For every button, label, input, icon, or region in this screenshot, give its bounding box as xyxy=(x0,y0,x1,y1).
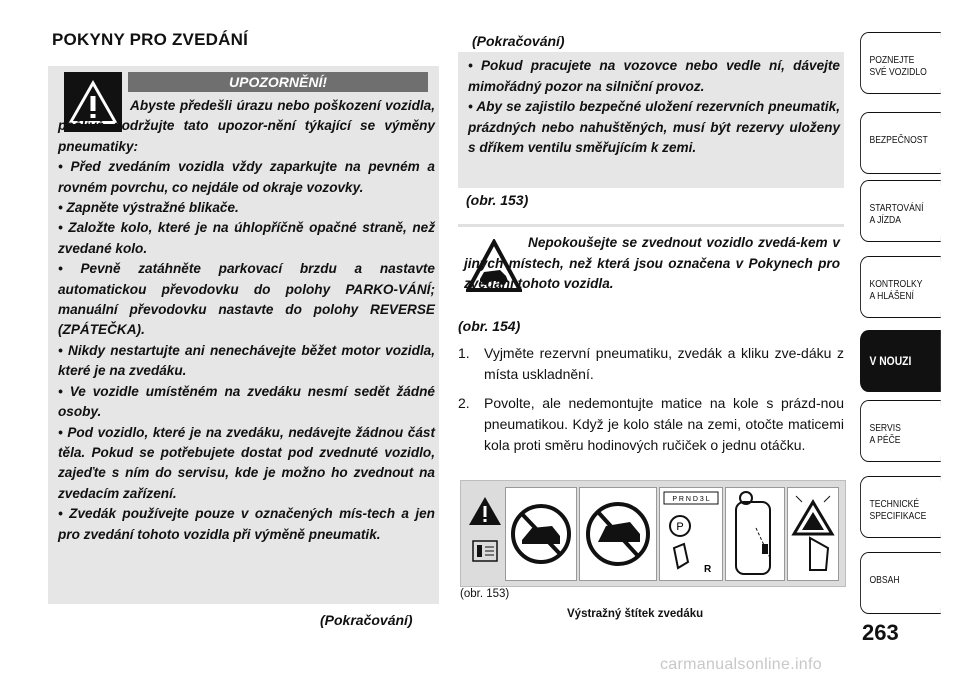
warning-bullet: • Zvedák používejte pouze v označených mís-tech a jen pro zvedání tohoto vozidla při výměně pneumatik. xyxy=(58,506,435,542)
svg-text:P: P xyxy=(676,521,684,533)
tab-bezpecnost[interactable]: BEZPEČNOST xyxy=(860,112,941,174)
warning-intro: Abyste předešli úrazu nebo poškození vozidla, pečlivě dodržujte tato upozor-nění týkající se výměny pneumatiky: xyxy=(58,98,435,154)
warning-bullet: • Před zvedáním vozidla vždy zaparkujte na pevném a rovném povrchu, co nejdále od okraje vozovky. xyxy=(58,159,435,195)
warning-box-continued xyxy=(458,52,844,188)
list-item xyxy=(458,343,844,385)
label-panel-jack-points xyxy=(725,487,785,581)
warning-text xyxy=(58,96,435,545)
label-panel-no-under-car xyxy=(505,487,577,581)
warning-bullet: • Pod vozidlo, které je na zvedáku, nedávejte žádnou část těla. Pokud se potřebujete dostat pod zvednuté vozidlo, zajeďte s ním do servisu, kde je možno ho zvednout na zvedacím zařízení. xyxy=(58,424,435,501)
tab-kontrolky-a-hlaseni[interactable]: KONTROLKY A HLÁŠENÍ xyxy=(860,256,941,318)
step-text: Vyjměte rezervní pneumatiku, zvedák a kliku zve-dáku z místa uskladnění. xyxy=(484,345,844,382)
warning-bullet: • Nikdy nestartujte ani nenechávejte běžet motor vozidla, které je na zvedáku. xyxy=(58,342,435,379)
warning-bullet: • Zapněte výstražné blikače. xyxy=(58,200,239,216)
warning-bullet: • Pevně zatáhněte parkovací brzdu a nastavte automatickou převodovku do polohy PARKO-VÁNÍ; manuální převodovku nastavte do polohy REVERSE (ZPÁTEČKA). xyxy=(58,261,435,338)
tab-startovani-a-jizda[interactable]: STARTOVÁNÍ A JÍZDA xyxy=(860,180,941,242)
warning-bullet: • Založte kolo, které je na úhlopříčně opačné straně, než zvedané kolo. xyxy=(58,220,435,256)
figure-caption-ref: (obr. 153) xyxy=(460,588,510,600)
warning-bullet: • Aby se zajistilo bezpečné uložení rezervních pneumatik, prázdných nebo nahuštěných, musí být rezervy uloženy s dříkem ventilu směřujícím k zemi. xyxy=(468,99,840,156)
tab-poznejte-sve-vozidlo[interactable]: POZNEJTE SVÉ VOZIDLO xyxy=(860,32,941,94)
label-warning-icons xyxy=(467,495,503,575)
page-number: 263 xyxy=(862,620,899,645)
section-heading: POKYNY PRO ZVEDÁNÍ xyxy=(52,30,248,49)
warning-bullet: • Ve vozidle umístěném na zvedáku nesmí sedět žádné osoby. xyxy=(58,383,435,420)
watermark: carmanualsonline.info xyxy=(660,656,822,673)
label-panel-park-reverse xyxy=(659,487,723,581)
tab-servis-a-pece[interactable]: SERVIS A PÉČE xyxy=(860,400,941,462)
step-text: Povolte, ale nedemontujte matice na kole s prázd-nou pneumatikou. Když je kolo stále na zemi, otočte maticemi kola proti směru hodinových ručiček o jednu otáčku. xyxy=(484,395,844,453)
warning-title: UPOZORNĚNÍ! xyxy=(128,72,428,92)
label-panel-no-car-on-jack xyxy=(579,487,657,581)
figure-reference: (obr. 154) xyxy=(458,318,521,334)
warning-bullet: • Pokud pracujete na vozovce nebo vedle ní, dávejte mimořádný pozor na silniční provoz. xyxy=(468,58,840,94)
jack-warning-label-image xyxy=(460,480,846,587)
tab-v-nouzi[interactable]: V NOUZI xyxy=(860,330,941,392)
steps-list xyxy=(458,343,844,464)
step-number: 2. xyxy=(458,395,470,411)
list-item xyxy=(458,393,844,456)
continued-label-top: (Pokračování) xyxy=(472,33,565,49)
note-box xyxy=(458,224,844,321)
tab-technicke-specifikace[interactable]: TECHNICKÉ SPECIFIKACE xyxy=(860,476,941,538)
label-panel-hazard-button xyxy=(787,487,839,581)
warning-box xyxy=(48,66,439,604)
gear-selector-label: P R N D 3 L xyxy=(672,496,710,503)
note-text: Nepokoušejte se zvednout vozidlo zvedá-kem v jiných místech, než která jsou označena v Pokynech pro zvedání tohoto vozidla. xyxy=(464,235,840,292)
tab-obsah[interactable]: OBSAH xyxy=(860,552,941,614)
svg-text:R: R xyxy=(704,564,712,575)
figure-reference: (obr. 153) xyxy=(466,192,529,208)
step-number: 1. xyxy=(458,345,470,361)
continued-label: (Pokračování) xyxy=(320,612,413,628)
figure-caption: Výstražný štítek zvedáku xyxy=(567,608,704,620)
